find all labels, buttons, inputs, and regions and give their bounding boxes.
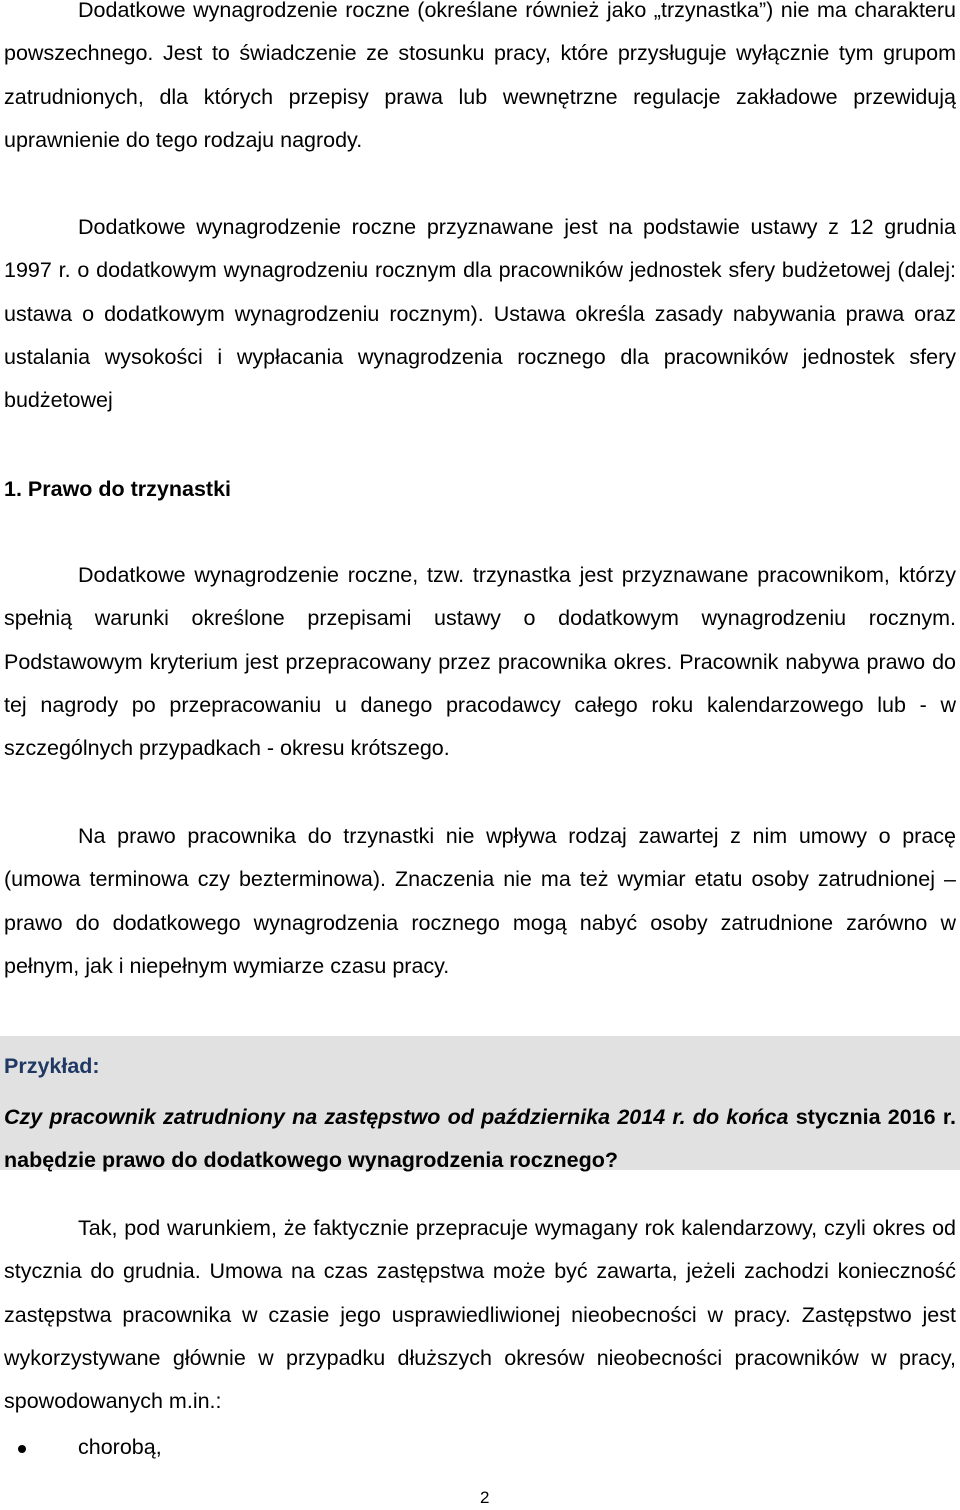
example-question-part1: Czy pracownik zatrudniony na zastępstwo od października 2014 r. do końca bbox=[4, 1105, 796, 1129]
paragraph-intro: Dodatkowe wynagrodzenie roczne (określane również jako „trzynastka”) nie ma charakteru powszechnego. Jest to świadczenie ze stosunku pracy, które przysługuje wyłącznie tym grupom zatrudnionych, dla których przepisy prawa lub wewnętrzne regulacje zakładowe przewidują uprawnienie do tego rodzaju nagrody. bbox=[4, 0, 956, 152]
paragraph-legal-basis: Dodatkowe wynagrodzenie roczne przyznawane jest na podstawie ustawy z 12 grudnia 1997 r. o dodatkowym wynagrodzeniu rocznym dla pracowników jednostek sfery budżetowej (dalej: ustawa o dodatkowym wynagrodzeniu rocznym). Ustawa określa zasady nabywania prawa oraz ustalania wysokości i wypłacania wynagrodzenia rocznego dla pracowników jednostek sfery budżetowej bbox=[4, 215, 956, 413]
example-question-part2: stycznia 2016 r. nabędzie prawo do dodatkowego wynagrodzenia rocznego? bbox=[4, 1105, 957, 1173]
list-item bbox=[4, 1426, 162, 1469]
paragraph-contract-type: Na prawo pracownika do trzynastki nie wpływa rodzaj zawartej z nim umowy o pracę (umowa terminowa czy bezterminowa). Znaczenia nie ma też wymiar etatu osoby zatrudnionej – prawo do dodatkowego wynagrodzenia rocznego mogą nabyć osoby zatrudnione zarówno w pełnym, jak i niepełnym wymiarze czasu pracy. bbox=[4, 824, 956, 978]
example-label: Przykład: bbox=[4, 1054, 100, 1078]
page-number: 2 bbox=[480, 1488, 490, 1507]
paragraph-eligibility: Dodatkowe wynagrodzenie roczne, tzw. trzynastka jest przyznawane pracownikom, którzy spełnią warunki określone przepisami ustawy o dodatkowym wynagrodzeniu rocznym. Podstawowym kryterium jest przepracowany przez pracownika okres. Pracownik nabywa prawo do tej nagrody po przepracowaniu u danego pracodawcy całego roku kalendarzowego lub - w szczególnych przypadkach - okresu krótszego. bbox=[4, 563, 956, 761]
bullet-list bbox=[4, 1426, 162, 1469]
bullet-icon bbox=[18, 1445, 26, 1453]
section-heading: 1. Prawo do trzynastki bbox=[4, 477, 232, 501]
paragraph-answer: Tak, pod warunkiem, że faktycznie przepracuje wymagany rok kalendarzowy, czyli okres od stycznia do grudnia. Umowa na czas zastępstwa może być zawarta, jeżeli zachodzi konieczność zastępstwa pracownika w czasie jego usprawiedliwionej nieobecności w pracy. Zastępstwo jest wykorzystywane głównie w przypadku dłuższych okresów nieobecności pracowników w pracy, spowodowanych m.in.: bbox=[4, 1216, 956, 1414]
example-question bbox=[4, 1096, 956, 1183]
example-box bbox=[0, 1036, 960, 1173]
list-item-text: chorobą, bbox=[78, 1435, 162, 1459]
